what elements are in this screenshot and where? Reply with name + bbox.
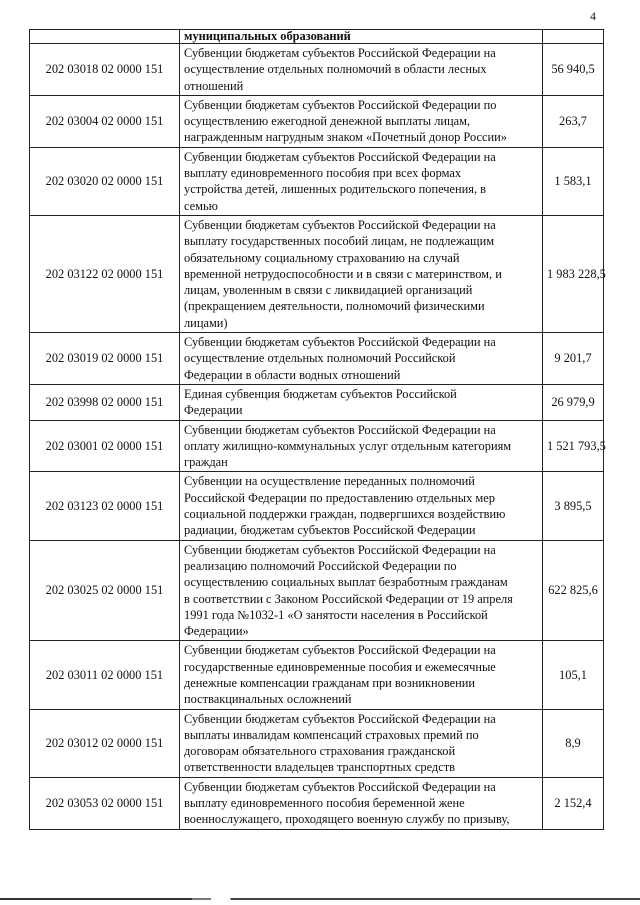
description-line: Субвенции бюджетам субъектов Российской Федерации на	[184, 643, 496, 658]
description-cell	[180, 777, 543, 829]
description-line: осуществлению ежегодной денежной выплаты лицам,	[184, 114, 471, 129]
amount-cell: 9 201,7	[543, 333, 604, 385]
description-line: семью	[184, 198, 218, 213]
table-row	[30, 777, 604, 829]
description-line: Российской Федерации по предоставлению отдельных мер	[184, 490, 495, 505]
amount-cell: 3 895,5	[543, 472, 604, 540]
budget-code-cell: 202 03011 02 0000 151	[30, 641, 180, 709]
amount-cell: 105,1	[543, 641, 604, 709]
description-line: осуществление отдельных полномочий в области лесных	[184, 62, 487, 77]
description-line: Субвенции бюджетам субъектов Российской Федерации на	[184, 779, 496, 794]
description-line: Федерации»	[184, 624, 249, 639]
description-line: осуществлению социальных выплат безработным гражданам	[184, 575, 508, 590]
table-row	[30, 709, 604, 777]
description-cell	[180, 333, 543, 385]
description-line: Единая субвенция бюджетам субъектов Российской	[184, 386, 457, 401]
table-row	[30, 472, 604, 540]
table-row	[30, 215, 604, 332]
description-line: лицами)	[184, 315, 228, 330]
description-line: выплаты инвалидам компенсаций страховых премий по	[184, 727, 479, 742]
description-cell	[180, 420, 543, 472]
budget-code-cell: 202 03053 02 0000 151	[30, 777, 180, 829]
description-line: Субвенции бюджетам субъектов Российской Федерации на	[184, 711, 496, 726]
description-line: радиации, бюджетам субъектов Российской Федерации	[184, 523, 476, 538]
table-row	[30, 333, 604, 385]
description-line: ответственности владельцев транспортных средств	[184, 760, 455, 775]
description-cell	[180, 472, 543, 540]
table-row	[30, 95, 604, 147]
description-cell	[180, 95, 543, 147]
description-cell	[180, 709, 543, 777]
budget-code-cell: 202 03998 02 0000 151	[30, 384, 180, 420]
description-line: военнослужащего, проходящего военную службу по призыву,	[184, 812, 510, 827]
subventions-table	[29, 29, 604, 830]
description-line: граждан	[184, 455, 228, 470]
header-fragment-text: муниципальных образований	[184, 29, 351, 43]
amount-cell: 1 521 793,5	[543, 420, 604, 472]
header-desc-cell	[180, 30, 543, 44]
description-line: Субвенции бюджетам субъектов Российской Федерации на	[184, 217, 496, 232]
description-line: Федерации в области водных отношений	[184, 367, 401, 382]
budget-code-cell: 202 03123 02 0000 151	[30, 472, 180, 540]
description-cell	[180, 147, 543, 215]
amount-cell: 2 152,4	[543, 777, 604, 829]
description-cell	[180, 540, 543, 641]
description-line: отношений	[184, 78, 244, 93]
description-line: денежные компенсации гражданам при возникновении	[184, 675, 476, 690]
description-line: выплату единовременного пособия при всех формах	[184, 166, 462, 181]
amount-cell: 26 979,9	[543, 384, 604, 420]
budget-code-cell: 202 03019 02 0000 151	[30, 333, 180, 385]
budget-code-cell: 202 03001 02 0000 151	[30, 420, 180, 472]
amount-cell: 263,7	[543, 95, 604, 147]
description-line: договорам обязательного страхования гражданской	[184, 744, 456, 759]
description-line: обязательному социальному страхованию на случай	[184, 250, 460, 265]
description-cell	[180, 641, 543, 709]
description-line: Федерации	[184, 403, 243, 418]
page-number: 4	[590, 9, 596, 23]
description-line: оплату жилищно-коммунальных услуг отдельным категориям	[184, 438, 512, 453]
description-line: награжденным нагрудным знаком «Почетный донор России»	[184, 130, 507, 145]
description-cell	[180, 384, 543, 420]
description-line: Субвенции бюджетам субъектов Российской Федерации на	[184, 149, 496, 164]
description-line: Субвенции бюджетам субъектов Российской Федерации на	[184, 422, 496, 437]
scan-bottom-edge	[0, 898, 640, 900]
description-line: выплату государственных пособий лицам, не подлежащим	[184, 234, 495, 249]
description-cell	[180, 215, 543, 332]
table-row	[30, 44, 604, 96]
table-row	[30, 147, 604, 215]
budget-code-cell: 202 03122 02 0000 151	[30, 215, 180, 332]
amount-cell: 1 983 228,5	[543, 215, 604, 332]
budget-code-cell: 202 03020 02 0000 151	[30, 147, 180, 215]
table-row	[30, 384, 604, 420]
budget-code-cell: 202 03018 02 0000 151	[30, 44, 180, 96]
description-line: Субвенции на осуществление переданных полномочий	[184, 474, 475, 489]
amount-cell: 56 940,5	[543, 44, 604, 96]
table-row	[30, 540, 604, 641]
budget-code-cell: 202 03025 02 0000 151	[30, 540, 180, 641]
description-line: Субвенции бюджетам субъектов Российской Федерации по	[184, 97, 497, 112]
budget-code-cell: 202 03004 02 0000 151	[30, 95, 180, 147]
description-line: лицам, уволенным в связи с ликвидацией организаций	[184, 283, 473, 298]
header-amount-cell	[543, 30, 604, 44]
budget-code-cell: 202 03012 02 0000 151	[30, 709, 180, 777]
description-line: Субвенции бюджетам субъектов Российской Федерации на	[184, 542, 496, 557]
description-line: реализацию полномочий Российской Федерации по	[184, 558, 457, 573]
description-line: Субвенции бюджетам субъектов Российской Федерации на	[184, 335, 496, 350]
description-line: осуществление отдельных полномочий Российской	[184, 351, 456, 366]
description-line: Субвенции бюджетам субъектов Российской Федерации на	[184, 46, 496, 60]
description-line: поствакцинальных осложнений	[184, 692, 352, 707]
description-cell	[180, 44, 543, 96]
description-line: социальной поддержки граждан, подвергшихся воздействию	[184, 507, 506, 522]
description-line: (прекращением деятельности, полномочий физическими	[184, 299, 485, 314]
amount-cell: 1 583,1	[543, 147, 604, 215]
description-line: выплату единовременного пособия беременной жене	[184, 796, 465, 811]
continued-header-row	[30, 30, 604, 44]
amount-cell: 622 825,6	[543, 540, 604, 641]
description-line: временной нетрудоспособности и в связи с материнством, и	[184, 266, 502, 281]
table-row	[30, 641, 604, 709]
description-line: устройства детей, лишенных родительского попечения, в	[184, 182, 487, 197]
description-line: государственные единовременные пособия и ежемесячные	[184, 659, 496, 674]
description-line: 1991 года №1032-1 «О занятости населения в Российской	[184, 607, 488, 622]
table-body	[30, 30, 604, 830]
table-row	[30, 420, 604, 472]
amount-cell: 8,9	[543, 709, 604, 777]
description-line: в соответствии с Законом Российской Федерации от 19 апреля	[184, 591, 513, 606]
header-code-cell	[30, 30, 180, 44]
